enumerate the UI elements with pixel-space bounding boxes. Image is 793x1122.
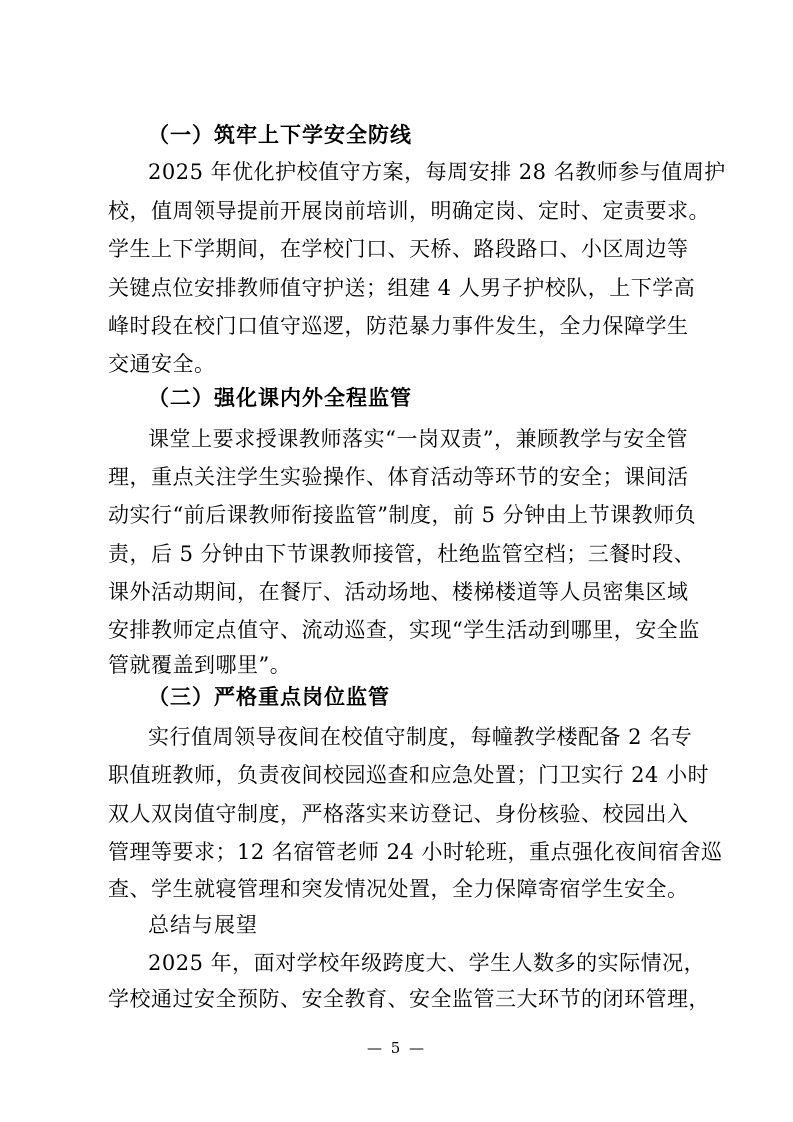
paragraph-line: 交通安全。 bbox=[108, 352, 216, 376]
section-heading-2: （二）强化课内外全程监管 bbox=[148, 386, 412, 410]
paragraph-line: 查、学生就寝管理和突发情况处置，全力保障寄宿学生安全。 bbox=[108, 877, 689, 901]
section-heading-4: 总结与展望 bbox=[148, 913, 258, 937]
section-heading-3: （三）严格重点岗位监管 bbox=[148, 685, 390, 709]
paragraph-line: 管理等要求；12 名宿管老师 24 小时轮班，重点强化夜间宿舍巡 bbox=[108, 840, 723, 864]
paragraph-line: 动实行“前后课教师衔接监管”制度，前 5 分钟由上节课教师负 bbox=[108, 503, 697, 527]
paragraph-line: 责，后 5 分钟由下节课教师接管，杜绝监管空档；三餐时段、 bbox=[108, 542, 696, 566]
paragraph-line: 课外活动期间，在餐厅、活动场地、楼梯楼道等人员密集区域 bbox=[108, 580, 689, 604]
paragraph-line: 课堂上要求授课教师落实“一岗双责”，兼顾教学与安全管 bbox=[148, 427, 688, 451]
paragraph-line: 学校通过安全预防、安全教育、安全监管三大环节的闭环管理， bbox=[108, 987, 710, 1011]
page-number: — 5 — bbox=[366, 1039, 427, 1057]
paragraph-line: 峰时段在校门口值守巡逻，防范暴力事件发生，全力保障学生 bbox=[108, 314, 689, 338]
paragraph-line: 职值班教师，负责夜间校园巡查和应急处置；门卫实行 24 小时 bbox=[108, 763, 710, 787]
section-heading-1: （一）筑牢上下学安全防线 bbox=[148, 123, 412, 147]
paragraph-line: 理，重点关注学生实验操作、体育活动等环节的安全；课间活 bbox=[108, 465, 689, 489]
paragraph-line: 学生上下学期间，在学校门口、天桥、路段路口、小区周边等 bbox=[108, 237, 689, 261]
paragraph-line: 安排教师定点值守、流动巡查，实现“学生活动到哪里，安全监 bbox=[108, 618, 700, 642]
paragraph-line: 校，值周领导提前开展岗前培训，明确定岗、定时、定责要求。 bbox=[108, 199, 710, 223]
paragraph-line: 双人双岗值守制度，严格落实来访登记、身份核验、校园出入 bbox=[108, 802, 689, 826]
paragraph-line: 管就覆盖到哪里”。 bbox=[108, 653, 292, 677]
paragraph-line: 2025 年优化护校值守方案，每周安排 28 名教师参与值周护 bbox=[148, 160, 726, 184]
paragraph-line: 实行值周领导夜间在校值守制度，每幢教学楼配备 2 名专 bbox=[148, 725, 693, 749]
paragraph-line: 关键点位安排教师值守护送；组建 4 人男子护校队，上下学高 bbox=[108, 276, 696, 300]
paragraph-line: 2025 年，面对学校年级跨度大、学生人数多的实际情况， bbox=[148, 951, 706, 975]
